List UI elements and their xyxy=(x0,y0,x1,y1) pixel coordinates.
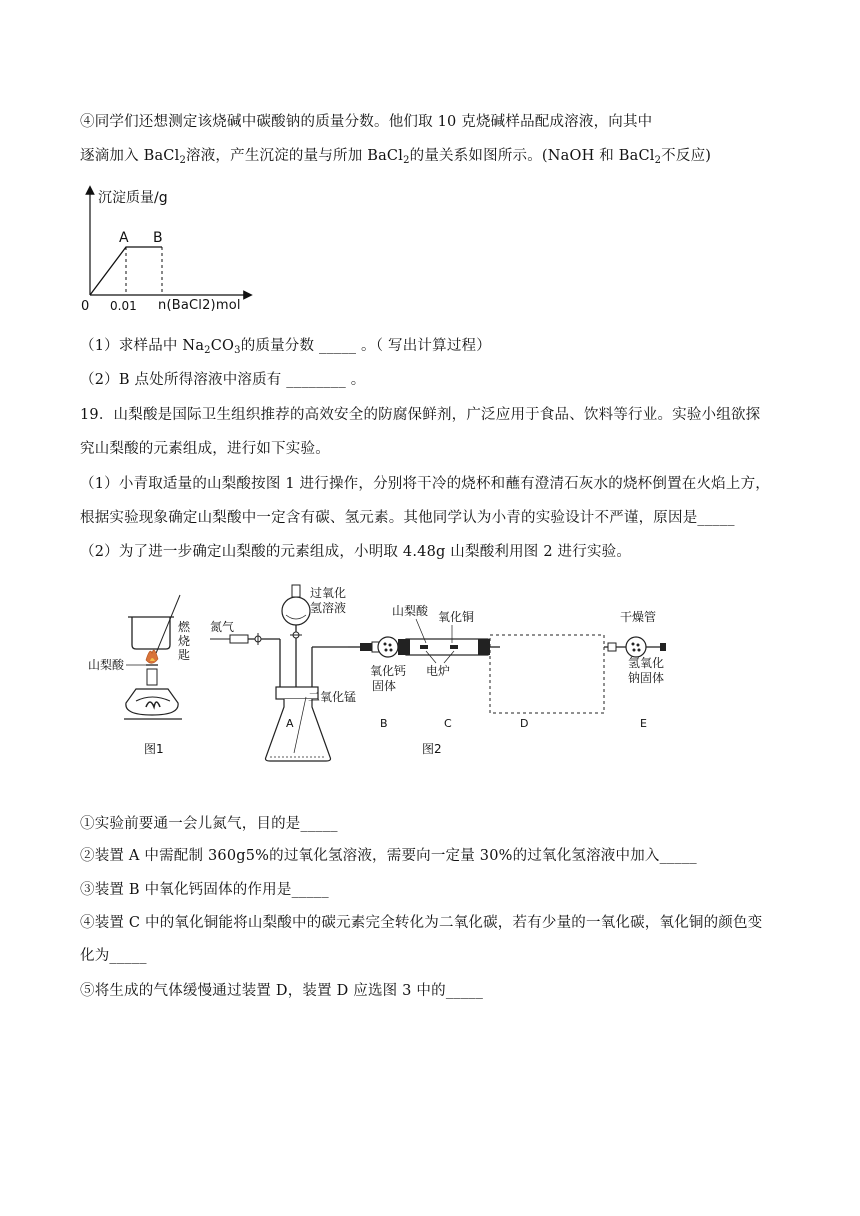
step-3: ③装置 B 中氧化钙固体的作用是_____ xyxy=(80,882,329,898)
text-segment: （1）求样品中 Na xyxy=(80,338,205,354)
sub-question-1 xyxy=(80,336,491,361)
point-label-a: A xyxy=(119,230,129,246)
text-segment: 不反应) xyxy=(661,148,712,164)
y-axis-label: 沉淀质量/g xyxy=(98,190,168,206)
naoh-label-2: 钠固体 xyxy=(628,671,665,685)
text-segment: 逐滴加入 BaCl xyxy=(80,148,180,164)
text-segment: 溶液，产生沉淀的量与所加 BaCl xyxy=(186,148,404,164)
subscript: 2 xyxy=(179,155,187,166)
step-5: ⑤将生成的气体缓慢通过装置 D，装置 D 应选图 3 中的_____ xyxy=(80,983,484,999)
step-4-line-2: 化为_____ xyxy=(80,948,147,964)
figure-2-apparatus xyxy=(210,585,666,761)
origin-label: 0 xyxy=(81,299,90,314)
figure-1-burner xyxy=(88,595,191,756)
sorbic-acid-label: 山梨酸 xyxy=(88,658,125,672)
label-a: A xyxy=(286,717,294,730)
spoon-label-2: 烧 xyxy=(178,634,191,648)
h2o2-label-1: 过氧化 xyxy=(310,586,347,600)
subscript: 2 xyxy=(403,155,410,166)
cao-label-1: 氧化钙 xyxy=(370,664,407,678)
sorbic-acid-label-2: 山梨酸 xyxy=(392,604,429,618)
point-label-b: B xyxy=(153,230,163,246)
step-4-line-1: ④装置 C 中的氧化铜能将山梨酸中的碳元素完全转化为二氧化碳，若有少量的一氧化碳，氧化铜的颜色变 xyxy=(80,915,763,931)
spoon-label-1: 燃 xyxy=(178,620,191,634)
label-c: C xyxy=(444,717,452,730)
furnace-label: 电炉 xyxy=(426,664,451,678)
question-4-line-2 xyxy=(80,146,711,171)
figure-1-caption: 图1 xyxy=(144,742,164,756)
x-axis-label: n(BaCl2)mol xyxy=(158,298,241,313)
subscript: 3 xyxy=(234,345,241,356)
drying-tube-label: 干燥管 xyxy=(620,610,657,624)
step-2: ②装置 A 中需配制 360g5%的过氧化氢溶液，需要向一定量 30%的过氧化氢溶液中加入_____ xyxy=(80,848,697,864)
label-d: D xyxy=(520,717,529,730)
question-19-1-line-1: （1）小青取适量的山梨酸按图 1 进行操作，分别将干冷的烧杯和蘸有澄清石灰水的烧杯倒置在火焰上方， xyxy=(80,476,770,492)
x-tick-label: 0.01 xyxy=(110,299,137,313)
subscript: 2 xyxy=(654,155,662,166)
question-19-2: （2）为了进一步确定山梨酸的元素组成，小明取 4.48g 山梨酸利用图 2 进行实验。 xyxy=(80,544,632,560)
text-segment: 的量关系如图所示。(NaOH 和 BaCl xyxy=(409,148,655,164)
question-19-1-line-2: 根据实验现象确定山梨酸中一定含有碳、氢元素。其他同学认为小青的实验设计不严谨，原因是_____ xyxy=(80,510,735,526)
spoon-label-3: 匙 xyxy=(178,648,191,662)
step-1: ①实验前要通一会儿氮气，目的是_____ xyxy=(80,816,338,832)
naoh-label-1: 氢氧化 xyxy=(628,656,665,670)
cuo-label: 氧化铜 xyxy=(438,610,475,624)
cao-label-2: 固体 xyxy=(372,679,397,693)
subscript: 2 xyxy=(204,345,211,356)
label-b: B xyxy=(380,717,388,730)
question-4-line-1: ④同学们还想测定该烧碱中碳酸钠的质量分数。他们取 10 克烧碱样品配成溶液，向其中 xyxy=(80,114,653,130)
h2o2-label-2: 氢溶液 xyxy=(310,601,347,615)
sub-question-2: （2）B 点处所得溶液中溶质有 ________ 。 xyxy=(80,372,366,388)
figure-2-caption: 图2 xyxy=(422,742,442,756)
label-e: E xyxy=(640,717,647,730)
apparatus-figure xyxy=(80,575,700,770)
mno2-label: 二氧化锰 xyxy=(308,690,357,704)
question-19-line-2: 究山梨酸的元素组成，进行如下实验。 xyxy=(80,441,330,457)
nitrogen-label: 氮气 xyxy=(210,620,235,634)
text-segment: 的质量分数 _____ 。（ 写出计算过程） xyxy=(240,338,491,354)
text-segment: CO xyxy=(210,338,235,354)
question-19-line-1: 19．山梨酸是国际卫生组织推荐的高效安全的防腐保鲜剂，广泛应用于食品、饮料等行业。实验小组欲探 xyxy=(80,407,761,423)
